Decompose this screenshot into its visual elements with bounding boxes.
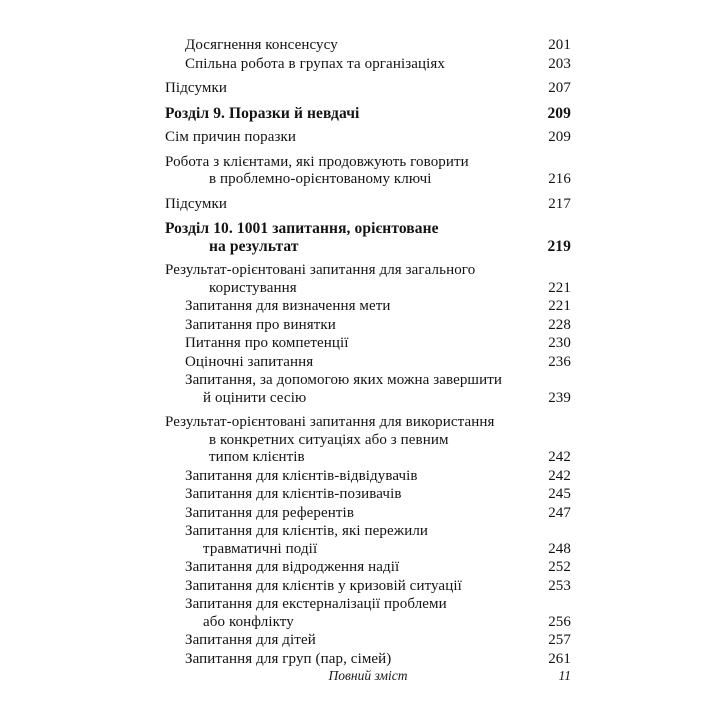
toc-page-number: 201 bbox=[548, 37, 571, 53]
toc-entry bbox=[165, 262, 571, 297]
toc-entry-line bbox=[165, 129, 571, 147]
toc-page-number: 236 bbox=[548, 353, 571, 370]
toc-page-number: 221 bbox=[548, 298, 571, 314]
toc-entry-line bbox=[165, 468, 571, 486]
toc-page-number: 209 bbox=[548, 129, 571, 145]
toc-page-number: 257 bbox=[548, 632, 571, 648]
toc-entry-text: або конфлікту bbox=[203, 613, 294, 630]
toc-entry-line bbox=[165, 220, 571, 238]
toc-entry bbox=[165, 414, 571, 467]
toc-entry-text: Підсумки bbox=[165, 80, 228, 96]
toc-entry-text: в конкретних ситуаціях або з певним bbox=[209, 431, 449, 448]
toc-page-number: 245 bbox=[548, 486, 571, 502]
toc-page-number: 239 bbox=[548, 389, 571, 406]
toc-entry-line bbox=[165, 37, 571, 55]
toc-page-number: 207 bbox=[548, 80, 571, 96]
toc-entry bbox=[165, 196, 571, 214]
table-of-contents bbox=[165, 36, 571, 668]
toc-entry bbox=[165, 298, 571, 316]
toc-entry bbox=[165, 372, 571, 407]
toc-entry-text: Запитання для референтів bbox=[185, 504, 355, 521]
toc-entry-line bbox=[165, 80, 571, 98]
toc-page-number: 230 bbox=[548, 335, 571, 351]
toc-entry-text: травматичні події bbox=[203, 540, 318, 557]
toc-entry-line bbox=[165, 651, 571, 669]
toc-entry-text: Розділ 10. 1001 запитання, орієнтоване bbox=[165, 220, 439, 237]
toc-entry-line bbox=[165, 596, 571, 614]
toc-entry-line bbox=[165, 578, 571, 596]
toc-entry-line bbox=[165, 614, 571, 632]
toc-page-number: 256 bbox=[548, 613, 571, 630]
toc-entry-text: Запитання для дітей bbox=[185, 632, 316, 648]
toc-entry bbox=[165, 559, 571, 577]
toc-entry-text: й оцінити сесію bbox=[203, 389, 307, 406]
toc-entry-line bbox=[165, 414, 571, 432]
toc-entry-text: Запитання, за допомогою яких можна завершити bbox=[185, 372, 502, 388]
toc-page-number: 248 bbox=[548, 540, 571, 557]
toc-entry-text: Запитання для клієнтів-відвідувачів bbox=[185, 467, 418, 484]
toc-page-number: 203 bbox=[548, 55, 571, 72]
toc-entry-text: Результат-орієнтовані запитання для використання bbox=[165, 414, 495, 430]
toc-entry-line bbox=[165, 105, 571, 123]
toc-entry-line bbox=[165, 523, 571, 541]
toc-chapter-entry bbox=[165, 105, 571, 123]
toc-page-number: 209 bbox=[547, 104, 571, 122]
toc-entry-text: Запитання для клієнтів у кризовій ситуації bbox=[185, 577, 462, 594]
toc-page-number: 261 bbox=[548, 650, 571, 667]
toc-page-number: 247 bbox=[548, 504, 571, 521]
toc-entry-line bbox=[165, 372, 571, 390]
toc-page-number: 221 bbox=[548, 279, 571, 296]
toc-entry-line bbox=[165, 238, 571, 256]
toc-entry-line bbox=[165, 317, 571, 335]
toc-entry-line bbox=[165, 298, 571, 316]
toc-entry bbox=[165, 596, 571, 631]
toc-page-number: 252 bbox=[548, 559, 571, 575]
toc-entry-text: типом клієнтів bbox=[209, 449, 305, 465]
toc-entry-text: Запитання для визначення мети bbox=[185, 298, 391, 314]
toc-entry-line bbox=[165, 505, 571, 523]
toc-entry bbox=[165, 632, 571, 650]
toc-entry-line bbox=[165, 390, 571, 408]
toc-entry-text: Підсумки bbox=[165, 195, 228, 212]
page-footer bbox=[165, 668, 571, 688]
toc-entry-text: в проблемно-орієнтованому ключі bbox=[209, 171, 432, 187]
toc-entry-line bbox=[165, 196, 571, 214]
toc-entry-text: Запитання для клієнтів, які пережили bbox=[185, 523, 429, 539]
toc-entry bbox=[165, 468, 571, 486]
toc-entry-text: Запитання для груп (пар, сімей) bbox=[185, 650, 392, 667]
toc-page-number: 219 bbox=[547, 237, 571, 255]
toc-entry bbox=[165, 354, 571, 372]
toc-entry-text: Результат-орієнтовані запитання для загального bbox=[165, 262, 476, 278]
toc-entry-line bbox=[165, 449, 571, 467]
toc-entry-text: Робота з клієнтами, які продовжують говорити bbox=[165, 153, 469, 170]
footer-page-number: 11 bbox=[558, 668, 571, 683]
toc-entry-text: на результат bbox=[209, 237, 299, 255]
toc-page-number: 242 bbox=[548, 467, 571, 484]
toc-entry bbox=[165, 154, 571, 189]
toc-entry-text: Запитання про винятки bbox=[185, 316, 336, 333]
toc-page-number: 217 bbox=[548, 195, 571, 212]
toc-entry-line bbox=[165, 335, 571, 353]
toc-entry-text: Оціночні запитання bbox=[185, 353, 314, 370]
toc-entry bbox=[165, 335, 571, 353]
toc-entry-line bbox=[165, 280, 571, 298]
toc-entry-text: Запитання для клієнтів-позивачів bbox=[185, 486, 402, 502]
toc-entry bbox=[165, 56, 571, 74]
footer-running-title: Повний зміст bbox=[328, 668, 408, 683]
toc-entry-line bbox=[165, 154, 571, 172]
toc-entry bbox=[165, 129, 571, 147]
toc-entry bbox=[165, 523, 571, 558]
toc-entry-line bbox=[165, 171, 571, 189]
toc-entry-line bbox=[165, 559, 571, 577]
toc-entry-text: Запитання для екстерналізації проблеми bbox=[185, 596, 447, 612]
toc-entry-text: Розділ 9. Поразки й невдачі bbox=[165, 104, 360, 122]
toc-entry bbox=[165, 317, 571, 335]
toc-entry-line bbox=[165, 432, 571, 450]
toc-page-number: 253 bbox=[548, 577, 571, 594]
toc-page-number: 216 bbox=[548, 171, 571, 187]
toc-entry-text: Спільна робота в групах та організаціях bbox=[185, 55, 445, 72]
toc-entry-text: Запитання для відродження надії bbox=[185, 559, 400, 575]
toc-entry-line bbox=[165, 354, 571, 372]
toc-entry bbox=[165, 80, 571, 98]
toc-page-number: 228 bbox=[548, 316, 571, 333]
toc-entry bbox=[165, 505, 571, 523]
toc-entry-text: Досягнення консенсусу bbox=[185, 37, 338, 53]
toc-entry bbox=[165, 486, 571, 504]
toc-entry bbox=[165, 651, 571, 669]
toc-entry-line bbox=[165, 541, 571, 559]
toc-entry-line bbox=[165, 486, 571, 504]
toc-entry bbox=[165, 37, 571, 55]
toc-page-number: 242 bbox=[548, 449, 571, 465]
toc-chapter-entry bbox=[165, 220, 571, 255]
toc-entry-line bbox=[165, 56, 571, 74]
toc-entry-line bbox=[165, 262, 571, 280]
toc-entry-text: користування bbox=[209, 279, 297, 296]
toc-entry bbox=[165, 578, 571, 596]
toc-entry-line bbox=[165, 632, 571, 650]
toc-entry-text: Питання про компетенції bbox=[185, 335, 349, 351]
toc-entry-text: Сім причин поразки bbox=[165, 129, 297, 145]
